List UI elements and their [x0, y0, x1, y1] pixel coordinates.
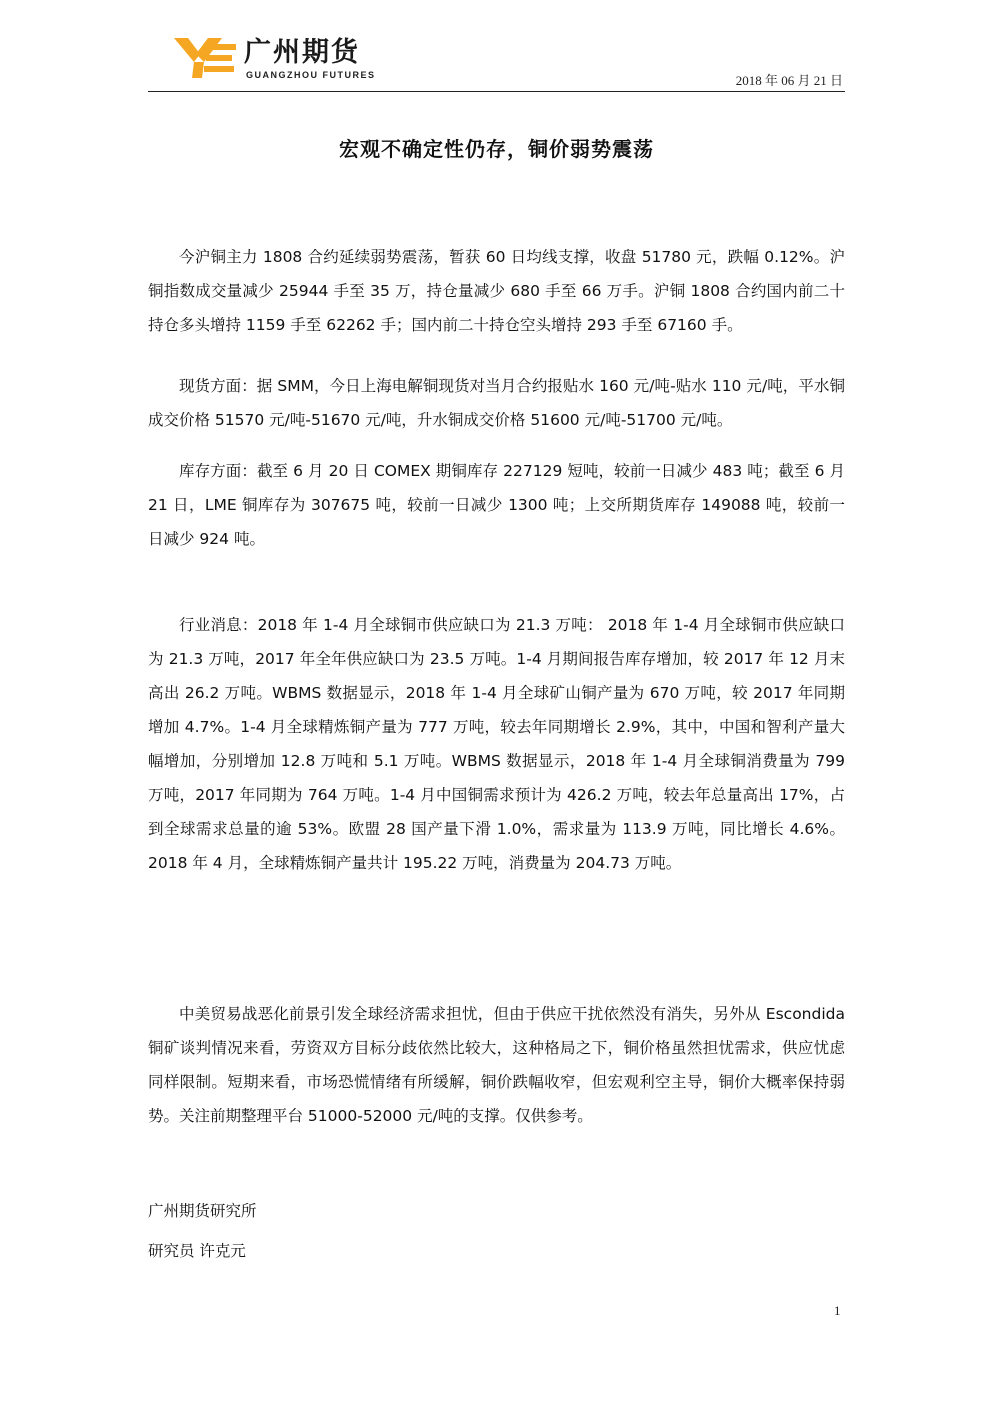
logo-english-name: GUANGZHOU FUTURES — [246, 70, 376, 80]
signature-author: 研究员 许克元 — [148, 1242, 246, 1260]
paragraph-inventory: 库存方面：截至 6 月 20 日 COMEX 期铜库存 227129 短吨，较前一日减少 483 吨；截至 6 月 21 日，LME 铜库存为 307675 吨，较前一日减少 1300 吨；上交所期货库存 149088 吨，较前一日减少 924 吨。 — [148, 462, 845, 548]
company-logo-icon — [174, 38, 238, 78]
paragraph-industry-news: 行业消息：2018 年 1-4 月全球铜市供应缺口为 21.3 万吨： 2018 年 1-4 月全球铜市供应缺口为 21.3 万吨，2017 年全年供应缺口为 23.5 万吨。1-4 月期间报告库存增加，较 2017 年 12 月末高出 26.2 万吨。WBMS 数据显示，2018 年 1-4 月全球矿山铜产量为 670 万吨，较 2017 年同期增加 4.7%。1-4 月全球精炼铜产量为 777 万吨，较去年同期增长 2.9%，其中，中国和智利产量大幅增加，分别增加 12.8 万吨和 5.1 万吨。WBMS 数据显示，2018 年 1-4 月全球铜消费量为 799 万吨，2017 年同期为 764 万吨。1-4 月中国铜需求预计为 426.2 万吨，较去年总量高出 17%，占到全球需求总量的逾 53%。欧盟 28 国产量下滑 1.0%，需求量为 113.9 万吨，同比增长 4.6%。2018 年 4 月，全球精炼铜产量共计 195.22 万吨，消费量为 204.73 万吨。 — [148, 616, 845, 872]
page-number: 1 — [834, 1303, 841, 1318]
header-divider — [148, 91, 845, 92]
report-date: 2018 年 06 月 21 日 — [735, 73, 843, 88]
paragraph-spot: 现货方面：据 SMM，今日上海电解铜现货对当月合约报贴水 160 元/吨-贴水 110 元/吨，平水铜成交价格 51570 元/吨-51670 元/吨，升水铜成交价格 51600 元/吨-51700 元/吨。 — [148, 377, 845, 429]
logo-chinese-name: 广州期货 — [244, 37, 360, 68]
page-header — [148, 30, 845, 92]
paragraph-market-summary: 今沪铜主力 1808 合约延续弱势震荡，暂获 60 日均线支撑，收盘 51780 元，跌幅 0.12%。沪铜指数成交量减少 25944 手至 35 万，持仓量减少 680 手至 66 万手。沪铜 1808 合约国内前二十持仓多头增持 1159 手至 62262 手；国内前二十持仓空头增持 293 手至 67160 手。 — [148, 248, 845, 334]
report-title: 宏观不确定性仍存，铜价弱势震荡 — [339, 137, 654, 161]
paragraph-outlook: 中美贸易战恶化前景引发全球经济需求担忧，但由于供应干扰依然没有消失，另外从 Escondida 铜矿谈判情况来看，劳资双方目标分歧依然比较大，这种格局之下，铜价格虽然担忧需求，供应忧虑同样限制。短期来看，市场恐慌情绪有所缓解，铜价跌幅收窄，但宏观利空主导，铜价大概率保持弱势。关注前期整理平台 51000-52000 元/吨的支撑。仅供参考。 — [148, 1005, 845, 1125]
signature-org: 广州期货研究所 — [148, 1202, 257, 1220]
